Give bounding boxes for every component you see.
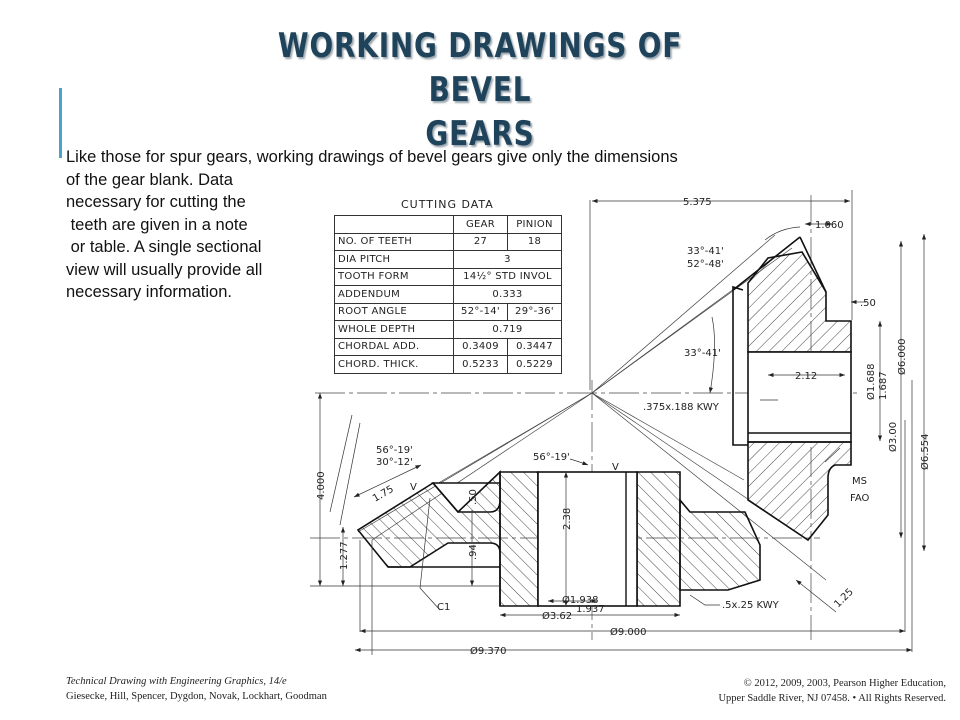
- svg-text:Ø9.370: Ø9.370: [470, 646, 507, 657]
- svg-text:1.937: 1.937: [576, 604, 605, 615]
- table-cell-both: 3: [454, 251, 562, 269]
- footer-citation: [66, 674, 327, 704]
- table-cell-label: WHOLE DEPTH: [335, 321, 454, 339]
- svg-text:33°-41': 33°-41': [687, 246, 724, 257]
- footer-copyright-line-2: Upper Saddle River, NJ 07458. • All Rights Reserved.: [718, 693, 946, 704]
- svg-text:30°-12': 30°-12': [376, 457, 413, 468]
- table-cell-pinion: 0.5229: [508, 356, 562, 374]
- table-cell-label: NO. OF TEETH: [335, 233, 454, 251]
- table-cell-pinion: 0.3447: [508, 338, 562, 356]
- body-line: or table. A single sectional: [66, 238, 262, 256]
- table-cell-gear: 52°-14': [454, 303, 508, 321]
- footer-copyright: [718, 676, 946, 706]
- table-header-row: [335, 216, 562, 234]
- table-cell-both: 14½° STD INVOL: [454, 268, 562, 286]
- svg-text:C1: C1: [437, 602, 451, 613]
- svg-text:.5x.25 KWY: .5x.25 KWY: [722, 600, 779, 611]
- table-header-cell: GEAR: [454, 216, 508, 234]
- table-header-cell: [335, 216, 454, 234]
- svg-text:V: V: [410, 482, 417, 493]
- svg-text:Ø1.688: Ø1.688: [866, 363, 877, 400]
- svg-text:56°-19': 56°-19': [533, 452, 570, 463]
- svg-text:.375x.188 KWY: .375x.188 KWY: [643, 402, 719, 413]
- table-row: [335, 268, 562, 286]
- svg-text:Ø6.000: Ø6.000: [897, 338, 908, 375]
- body-line: of the gear blank. Data: [66, 170, 233, 189]
- svg-text:1.75: 1.75: [371, 483, 396, 505]
- table-header-cell: PINION: [508, 216, 562, 234]
- cutting-data-title: CUTTING DATA: [401, 198, 494, 211]
- svg-text:1.060: 1.060: [815, 220, 844, 231]
- table-cell-gear: 0.3409: [454, 338, 508, 356]
- table-cell-label: ROOT ANGLE: [335, 303, 454, 321]
- svg-text:Ø3.62: Ø3.62: [542, 611, 573, 622]
- body-line: Like those for spur gears, working drawings of bevel gears give only the dimensions: [66, 148, 678, 166]
- svg-text:MS: MS: [852, 476, 867, 487]
- svg-text:Ø1.938: Ø1.938: [562, 595, 599, 606]
- table-row: [335, 251, 562, 269]
- body-line: necessary information.: [66, 283, 232, 301]
- table-cell-gear: 27: [454, 233, 508, 251]
- svg-text:4.000: 4.000: [316, 471, 327, 500]
- table-cell-label: DIA PITCH: [335, 251, 454, 269]
- svg-text:Ø3.00: Ø3.00: [888, 421, 899, 452]
- svg-text:Ø9.000: Ø9.000: [610, 627, 647, 638]
- table-cell-label: TOOTH FORM: [335, 268, 454, 286]
- slide-title: [250, 24, 709, 156]
- svg-text:.50: .50: [468, 489, 479, 505]
- table-cell-both: 0.333: [454, 286, 562, 304]
- table-cell-label: ADDENDUM: [335, 286, 454, 304]
- table-cell-both: 0.719: [454, 321, 562, 339]
- footer-authors: Giesecke, Hill, Spencer, Dygdon, Novak, Lockhart, Goodman: [66, 691, 327, 702]
- table-row: [335, 286, 562, 304]
- svg-text:.50: .50: [860, 298, 876, 309]
- table-cell-label: CHORD. THICK.: [335, 356, 454, 374]
- svg-text:2.12: 2.12: [795, 371, 818, 382]
- svg-text:33°-41': 33°-41': [684, 348, 721, 359]
- svg-text:.94: .94: [468, 544, 479, 560]
- svg-text:Ø6.554: Ø6.554: [920, 433, 931, 470]
- svg-text:1.687: 1.687: [878, 371, 889, 400]
- slide-title-line-2: GEARS: [425, 114, 535, 154]
- cutting-data-table: [334, 215, 562, 374]
- body-line: teeth are given in a note: [66, 215, 248, 234]
- body-line: necessary for cutting the: [66, 193, 246, 211]
- table-cell-label: CHORDAL ADD.: [335, 338, 454, 356]
- table-row: [335, 233, 562, 251]
- svg-text:5.375: 5.375: [683, 197, 712, 208]
- accent-bar: [59, 88, 62, 158]
- table-cell-pinion: 18: [508, 233, 562, 251]
- table-row: [335, 321, 562, 339]
- footer-copyright-line-1: © 2012, 2009, 2003, Pearson Higher Education,: [743, 678, 946, 689]
- table-row: [335, 356, 562, 374]
- slide-title-line-1: WORKING DRAWINGS OF BEVEL: [277, 26, 683, 110]
- svg-text:FAO: FAO: [850, 493, 870, 504]
- body-line: view will usually provide all: [66, 260, 263, 279]
- svg-text:1.25: 1.25: [832, 586, 856, 611]
- svg-text:1.277: 1.277: [339, 541, 350, 570]
- table-row: [335, 303, 562, 321]
- svg-text:52°-48': 52°-48': [687, 259, 724, 270]
- table-cell-pinion: 29°-36': [508, 303, 562, 321]
- svg-text:56°-19': 56°-19': [376, 445, 413, 456]
- table-row: [335, 338, 562, 356]
- svg-text:2.38: 2.38: [562, 507, 573, 530]
- svg-text:V: V: [612, 462, 619, 473]
- footer-book-title: Technical Drawing with Engineering Graphics, 14/e: [66, 676, 287, 687]
- table-cell-gear: 0.5233: [454, 356, 508, 374]
